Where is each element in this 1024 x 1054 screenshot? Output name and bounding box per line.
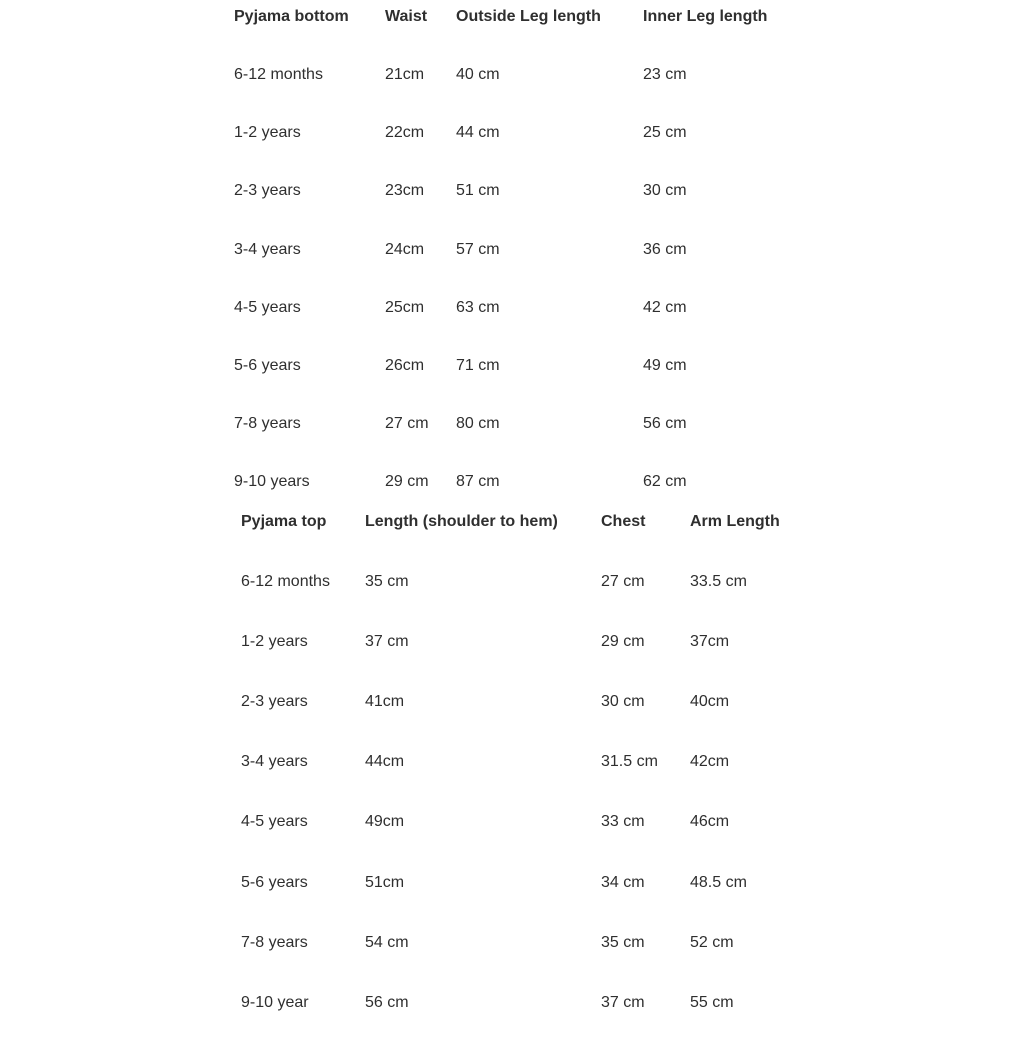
pyjama-top-header-col1: Length (shoulder to hem) <box>365 513 558 530</box>
table-row-size-label: 7-8 years <box>234 414 301 432</box>
table-row-measurement: 54 cm <box>365 933 409 951</box>
table-row-measurement: 25cm <box>385 298 425 316</box>
table-row-size-label: 1-2 years <box>241 633 308 651</box>
table-row-measurement: 30 cm <box>601 693 645 711</box>
table-row-measurement: 31.5 cm <box>601 753 658 771</box>
pyjama-top-size-table <box>241 513 850 1054</box>
table-row-size-label: 4-5 years <box>234 298 301 316</box>
table-row-measurement: 37cm <box>690 633 730 651</box>
table-row-measurement: 87 cm <box>456 473 500 491</box>
table-row-measurement: 35 cm <box>365 573 409 591</box>
table-row-measurement: 25 cm <box>643 124 687 142</box>
pyjama-bottom-size-table <box>234 8 803 531</box>
table-row-size-label: 9-10 year <box>241 993 309 1011</box>
table-row-size-label: 2-3 years <box>234 182 301 200</box>
table-row-measurement: 40 cm <box>456 66 500 84</box>
pyjama-bottom-header-col1: Waist <box>385 8 428 25</box>
table-row-measurement: 24cm <box>385 240 425 258</box>
table-row-size-label: 6-12 months <box>241 573 330 591</box>
table-row-measurement: 40cm <box>690 693 730 711</box>
table-row-measurement: 48.5 cm <box>690 873 747 891</box>
table-row-size-label: 3-4 years <box>241 753 308 771</box>
table-row-measurement: 22cm <box>385 124 425 142</box>
table-row-measurement: 46cm <box>690 813 730 831</box>
table-row-measurement: 49cm <box>365 813 405 831</box>
table-row-measurement: 56 cm <box>365 993 409 1011</box>
table-row-measurement: 49 cm <box>643 356 687 374</box>
table-row-size-label: 3-4 years <box>234 240 301 258</box>
table-row-measurement: 33.5 cm <box>690 573 747 591</box>
table-row-measurement: 23cm <box>385 182 425 200</box>
table-row-measurement: 42 cm <box>643 298 687 316</box>
table-row-measurement: 23 cm <box>643 66 687 84</box>
table-row-measurement: 41cm <box>365 693 405 711</box>
table-row-size-label: 9-10 years <box>234 473 310 491</box>
table-row-measurement: 27 cm <box>601 573 645 591</box>
table-row-measurement: 33 cm <box>601 813 645 831</box>
table-row-measurement: 26cm <box>385 356 425 374</box>
table-row-measurement: 52 cm <box>690 933 734 951</box>
table-row-measurement: 35 cm <box>601 933 645 951</box>
pyjama-bottom-header-col3: Inner Leg length <box>643 8 768 25</box>
table-row-size-label: 1-2 years <box>234 124 301 142</box>
pyjama-top-header-col0: Pyjama top <box>241 513 327 530</box>
table-row-measurement: 44cm <box>365 753 405 771</box>
table-row-measurement: 57 cm <box>456 240 500 258</box>
table-row-size-label: 6-12 months <box>234 66 323 84</box>
table-row-size-label: 5-6 years <box>241 873 308 891</box>
table-row-measurement: 44 cm <box>456 124 500 142</box>
table-row-measurement: 62 cm <box>643 473 687 491</box>
table-row-measurement: 29 cm <box>601 633 645 651</box>
table-row-measurement: 56 cm <box>643 414 687 432</box>
pyjama-bottom-header-col0: Pyjama bottom <box>234 8 349 25</box>
table-row-measurement: 42cm <box>690 753 730 771</box>
table-row-measurement: 36 cm <box>643 240 687 258</box>
table-row-measurement: 51cm <box>365 873 405 891</box>
table-row-measurement: 27 cm <box>385 414 429 432</box>
table-row-size-label: 7-8 years <box>241 933 308 951</box>
table-row-measurement: 80 cm <box>456 414 500 432</box>
table-row-size-label: 4-5 years <box>241 813 308 831</box>
table-row-measurement: 51 cm <box>456 182 500 200</box>
table-row-measurement: 55 cm <box>690 993 734 1011</box>
table-row-measurement: 29 cm <box>385 473 429 491</box>
pyjama-top-header-col3: Arm Length <box>690 513 780 530</box>
table-row-size-label: 2-3 years <box>241 693 308 711</box>
pyjama-bottom-header-col2: Outside Leg length <box>456 8 601 25</box>
table-row-measurement: 37 cm <box>365 633 409 651</box>
pyjama-top-header-col2: Chest <box>601 513 646 530</box>
table-row-measurement: 37 cm <box>601 993 645 1011</box>
table-row-measurement: 71 cm <box>456 356 500 374</box>
table-row-measurement: 30 cm <box>643 182 687 200</box>
table-row-measurement: 34 cm <box>601 873 645 891</box>
table-row-measurement: 63 cm <box>456 298 500 316</box>
table-row-measurement: 21cm <box>385 66 425 84</box>
table-row-size-label: 5-6 years <box>234 356 301 374</box>
